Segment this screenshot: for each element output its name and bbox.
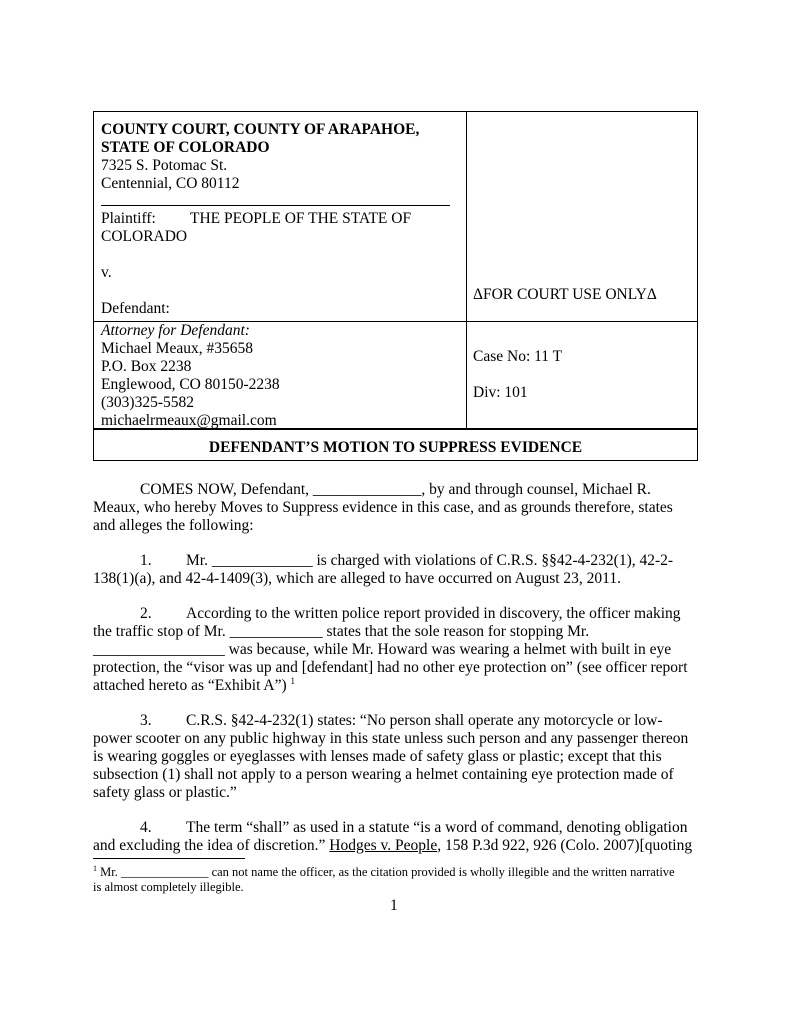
paragraph-1-line: 138(1)(a), and 42-4-1409(3), which are alleged to have occurred on August 23, 2011.	[93, 570, 621, 587]
paragraph-number: 4.	[140, 819, 152, 836]
versus: v.	[101, 264, 112, 281]
plaintiff-name-cont: COLORADO	[101, 228, 188, 245]
attorney-email: michaelrmeaux@gmail.com	[101, 412, 277, 429]
paragraph-number: 1.	[140, 552, 152, 569]
court-address-street: 7325 S. Potomac St.	[101, 157, 228, 174]
caption-rule	[101, 205, 450, 206]
footnote-line: is almost completely illegible.	[93, 880, 244, 894]
paragraph-4-line: The term “shall” as used in a statute “is a word of command, denoting obligation	[186, 819, 688, 836]
paragraph-2-line: _________________ was because, while Mr. Howard was wearing a helmet with built in eye	[93, 641, 672, 658]
footnote-reference: 1	[290, 676, 296, 686]
footnote-line	[93, 865, 675, 880]
court-use-only: ΔFOR COURT USE ONLYΔ	[473, 286, 657, 303]
paragraph-2-line: protection, the “visor was up and [defendant] had no other eye protection on” (see officer report	[93, 659, 688, 676]
page-number: 1	[390, 897, 398, 914]
court-address-city: Centennial, CO 80112	[101, 175, 240, 192]
motion-title: DEFENDANT’S MOTION TO SUPPRESS EVIDENCE	[208, 439, 583, 456]
paragraph-3-line: subsection (1) shall not apply to a person wearing a helmet containing eye protection made of	[93, 766, 674, 783]
paragraph-number: 2.	[140, 605, 152, 622]
paragraph-1-line: Mr. _____________ is charged with violations of C.R.S. §§42-4-232(1), 42-2-	[186, 552, 674, 569]
court-name-line1: COUNTY COURT, COUNTY OF ARAPAHOE,	[101, 121, 420, 138]
intro-line: COMES NOW, Defendant, ______________, by and through counsel, Michael R.	[140, 481, 651, 498]
plaintiff-name: THE PEOPLE OF THE STATE OF	[190, 210, 412, 227]
case-number: Case No: 11 T	[473, 348, 563, 365]
plaintiff-label: Plaintiff:	[101, 210, 156, 227]
paragraph-4-text-cont: , 158 P.3d 922, 926 (Colo. 2007)[quoting	[437, 837, 693, 854]
paragraph-3-line: safety glass or plastic.”	[93, 784, 237, 801]
case-citation: Hodges v. People	[329, 837, 438, 854]
attorney-city: Englewood, CO 80150-2238	[101, 376, 280, 393]
paragraph-number: 3.	[140, 712, 152, 729]
paragraph-2-line-last	[93, 677, 295, 695]
intro-line: Meaux, who hereby Moves to Suppress evidence in this case, and as grounds therefore, states	[93, 499, 673, 516]
paragraph-3-line: is wearing goggles or eyeglasses with lenses made of safety glass or plastic; except that this	[93, 748, 662, 765]
attorney-phone: (303)325-5582	[101, 394, 194, 411]
paragraph-3-line: power scooter on any public highway in this state unless such person and any passenger thereon	[93, 730, 689, 747]
division: Div: 101	[473, 384, 528, 401]
defendant-label: Defendant:	[101, 300, 170, 317]
paragraph-3-line: C.R.S. §42-4-232(1) states: “No person shall operate any motorcycle or low-	[186, 712, 663, 729]
footnote-separator	[93, 858, 245, 859]
court-name-line2: STATE OF COLORADO	[101, 139, 270, 156]
paragraph-4-line	[93, 837, 692, 855]
paragraph-2-line: According to the written police report provided in discovery, the officer making	[186, 605, 681, 622]
paragraph-2-line: the traffic stop of Mr. ____________ states that the sole reason for stopping Mr.	[93, 623, 590, 640]
footnote-marker: 1	[93, 864, 97, 873]
footnote-text: Mr. ______________ can not name the officer, as the citation provided is wholly illegible and the written narrative	[100, 865, 675, 879]
intro-line: and alleges the following:	[93, 517, 254, 534]
attorney-po-box: P.O. Box 2238	[101, 358, 192, 375]
paragraph-2-text: attached hereto as “Exhibit A”)	[93, 677, 287, 694]
paragraph-4-text: and excluding the idea of discretion.”	[93, 837, 326, 854]
caption-divider-vertical	[466, 112, 467, 429]
attorney-label: Attorney for Defendant:	[101, 322, 250, 339]
attorney-name: Michael Meaux, #35658	[101, 340, 253, 357]
